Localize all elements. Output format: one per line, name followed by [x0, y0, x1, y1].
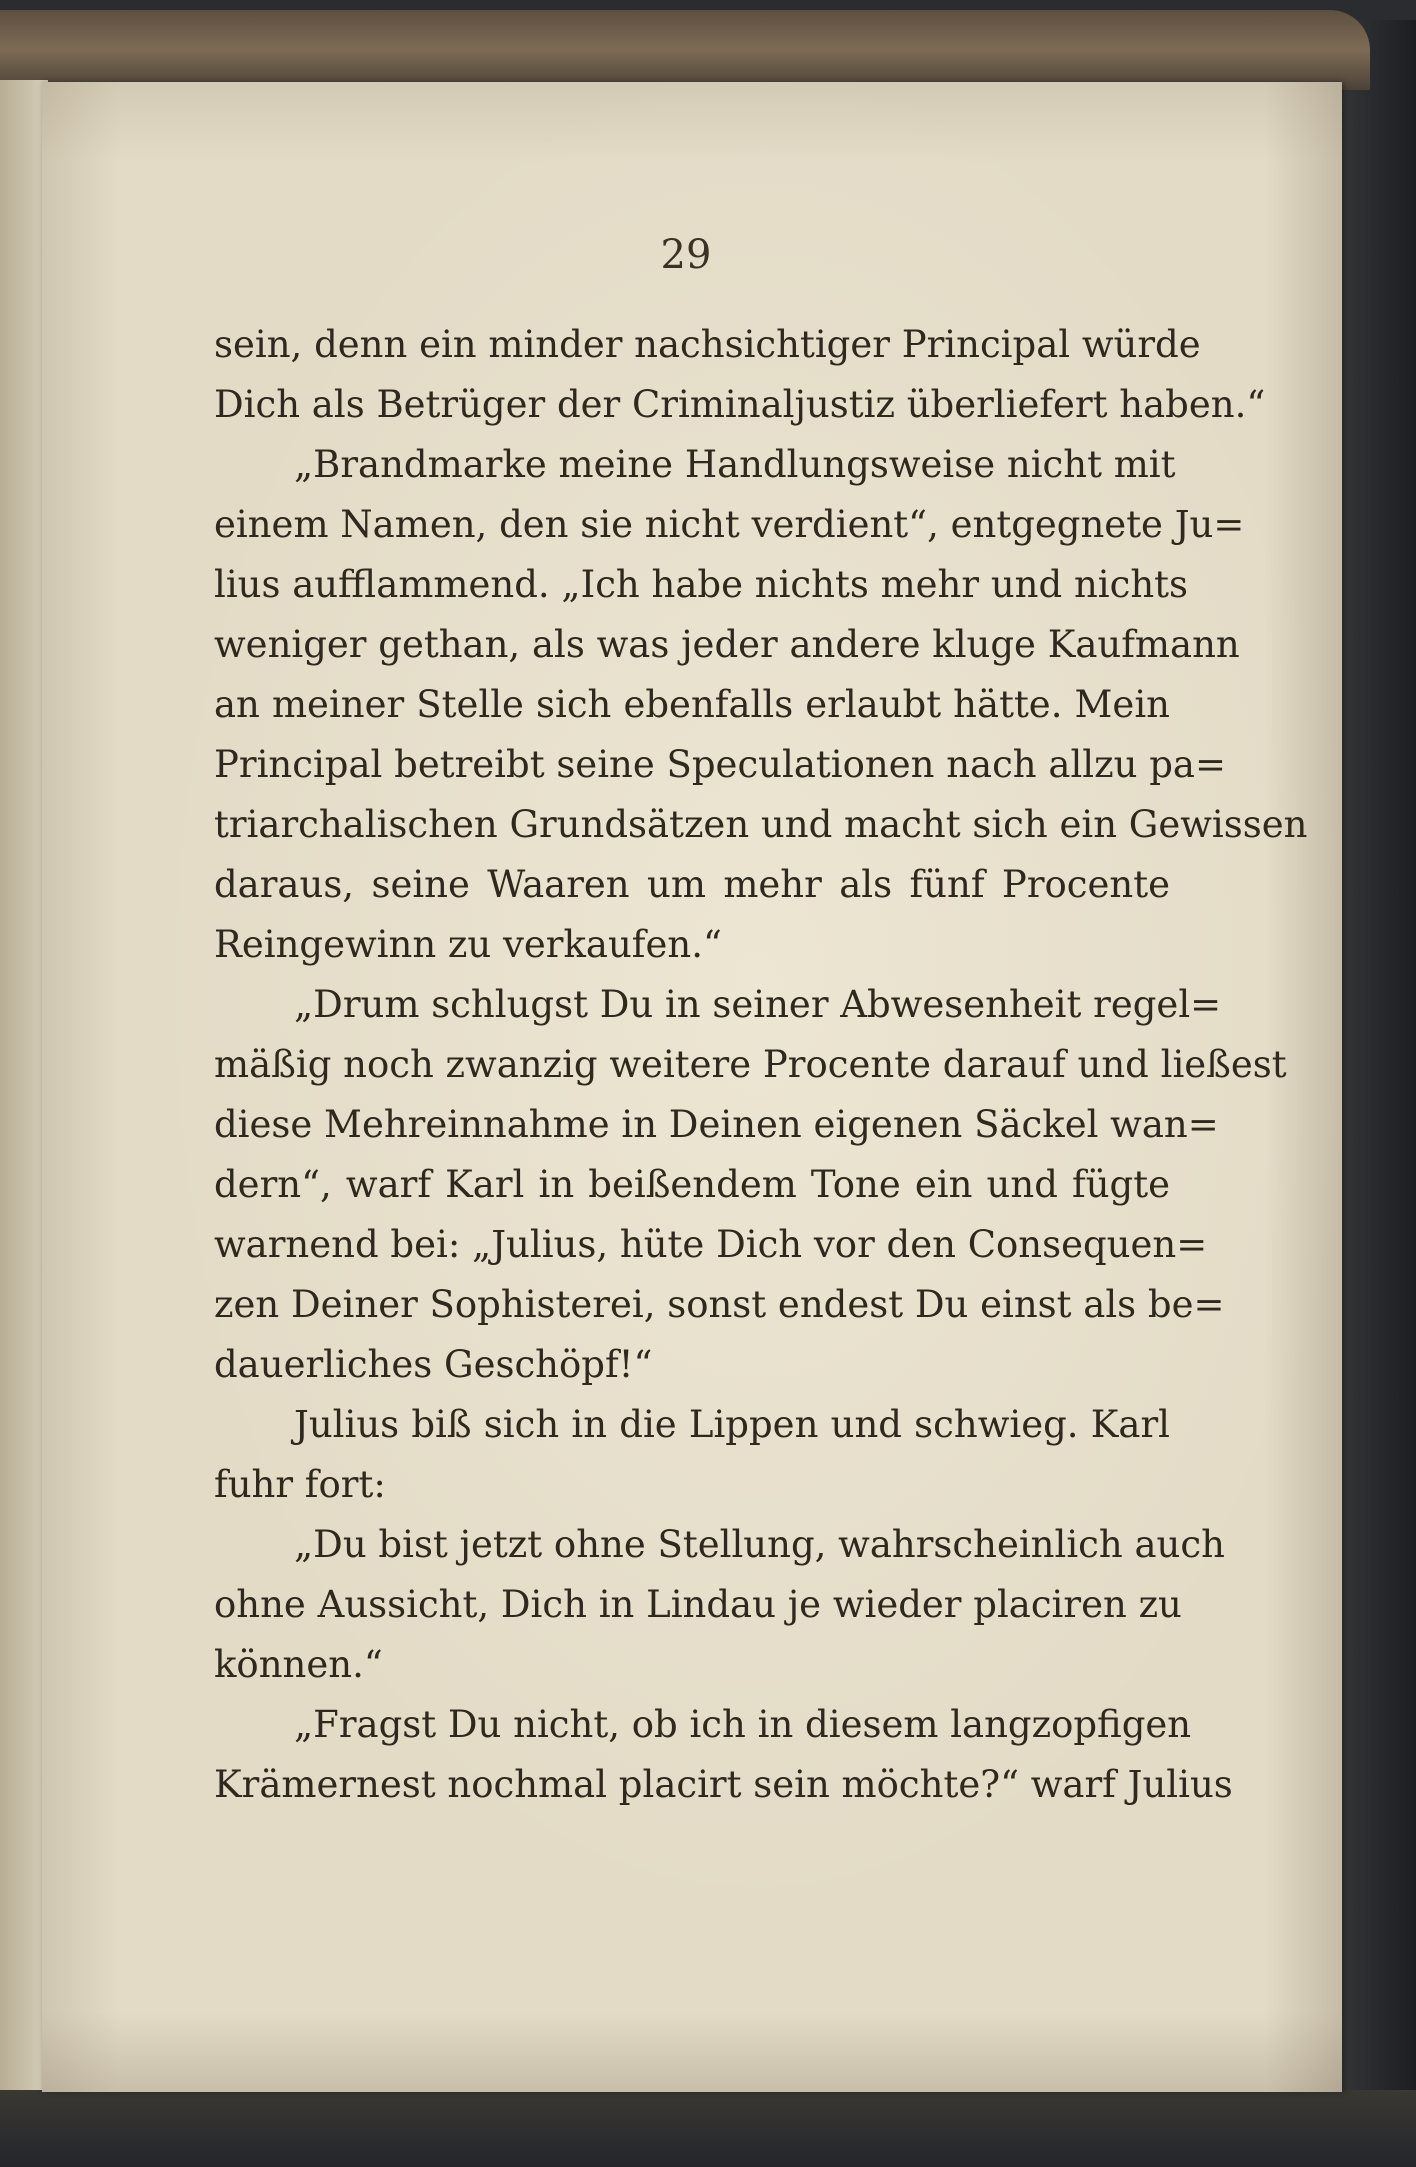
text-line: „Brandmarke meine Handlungsweise nicht mit [294, 443, 1176, 486]
text-line: mäßig noch zwanzig weitere Procente darauf und ließest [214, 1043, 1287, 1086]
text-line: können.“ [214, 1643, 383, 1686]
book-top-edge [0, 10, 1370, 90]
text-line: „Drum schlugst Du in seiner Abwesenheit regel= [294, 983, 1222, 1026]
text-line: ohne Aussicht, Dich in Lindau je wieder placiren zu [214, 1583, 1182, 1626]
book-bottom-edge [0, 2090, 1416, 2167]
text-line: sein, denn ein minder nachsichtiger Principal würde [214, 323, 1201, 366]
book-cover-edge [1330, 20, 1416, 2120]
text-line: daraus, seine Waaren um mehr als fünf Procente [214, 863, 1170, 906]
text-line: Julius biß sich in die Lippen und schwieg. Karl [294, 1403, 1170, 1446]
text-line: zen Deiner Sophisterei, sonst endest Du einst als be= [214, 1283, 1225, 1326]
text-line: fuhr fort: [214, 1463, 386, 1506]
page-number: 29 [660, 232, 712, 278]
text-line: dauerliches Geschöpf!“ [214, 1343, 653, 1386]
text-line: „Du bist jetzt ohne Stellung, wahrscheinlich auch [294, 1523, 1225, 1566]
text-line: „Fragst Du nicht, ob ich in diesem langzopfigen [294, 1703, 1192, 1746]
text-line: einem Namen, den sie nicht verdient“, entgegnete Ju= [214, 503, 1245, 546]
text-line: dern“, warf Karl in beißendem Tone ein und fügte [214, 1163, 1170, 1206]
body-text [214, 315, 1308, 1815]
text-line: lius aufflammend. „Ich habe nichts mehr und nichts [214, 563, 1189, 606]
text-line: an meiner Stelle sich ebenfalls erlaubt hätte. Mein [214, 683, 1170, 726]
text-line: Principal betreibt seine Speculationen nach allzu pa= [214, 743, 1226, 786]
text-line: Krämernest nochmal placirt sein möchte?“ warf Julius [214, 1763, 1233, 1806]
text-line: warnend bei: „Julius, hüte Dich vor den Consequen= [214, 1223, 1208, 1266]
text-line: Dich als Betrüger der Criminaljustiz überliefert haben.“ [214, 383, 1266, 426]
facing-page-edge [0, 80, 48, 2100]
text-line: weniger gethan, als was jeder andere kluge Kaufmann [214, 623, 1240, 666]
text-line: Reingewinn zu verkaufen.“ [214, 923, 722, 966]
text-line: diese Mehreinnahme in Deinen eigenen Säckel wan= [214, 1103, 1219, 1146]
text-line: triarchalischen Grundsätzen und macht sich ein Gewissen [214, 803, 1308, 846]
